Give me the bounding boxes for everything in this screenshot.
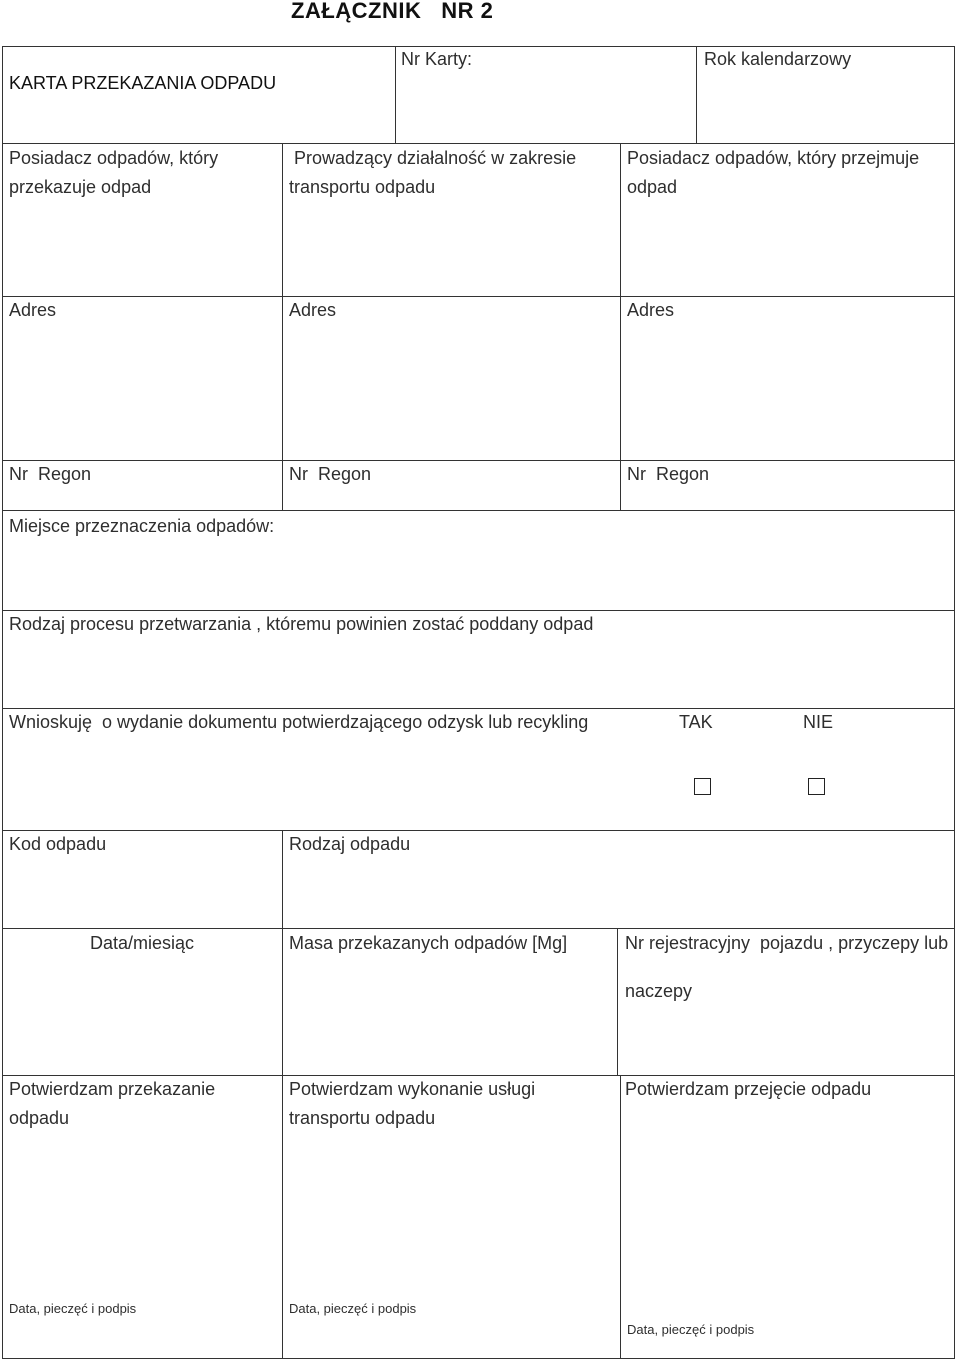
signature-label-1: Data, pieczęć i podpis: [9, 1301, 137, 1316]
column-divider: [620, 143, 621, 510]
address-label-2: Adres: [289, 300, 337, 320]
column-divider: [620, 1075, 621, 1359]
form-frame: [2, 46, 955, 1359]
column-divider: [282, 143, 283, 510]
signature-label-3: Data, pieczęć i podpis: [627, 1322, 755, 1337]
row-divider: [2, 830, 955, 831]
calendar-year-label: Rok kalendarzowy: [704, 49, 852, 69]
row-divider: [2, 460, 955, 461]
transporter-label: Prowadzący działalność w zakresie: [289, 148, 577, 168]
column-divider: [395, 46, 396, 143]
recovery-request-label: Wnioskuję o wydanie dokumentu potwierdzającego odzysk lub recykling: [9, 712, 589, 732]
column-divider: [696, 46, 697, 143]
card-number-label: Nr Karty:: [401, 49, 473, 69]
transferring-holder-label-cont: przekazuje odpad: [9, 177, 152, 197]
column-divider: [617, 928, 618, 1075]
address-label-1: Adres: [9, 300, 57, 320]
no-checkbox[interactable]: [808, 778, 825, 795]
waste-mass-label: Masa przekazanych odpadów [Mg]: [289, 933, 568, 953]
row-divider: [2, 296, 955, 297]
column-divider: [282, 830, 283, 928]
row-divider: [2, 510, 955, 511]
address-label-3: Adres: [627, 300, 675, 320]
process-type-label: Rodzaj procesu przetwarzania , któremu powinien zostać poddany odpad: [9, 614, 594, 634]
waste-type-label: Rodzaj odpadu: [289, 834, 411, 854]
receiving-holder-label-cont: odpad: [627, 177, 678, 197]
column-divider: [282, 1075, 283, 1359]
transfer-confirmation-label-cont: odpadu: [9, 1108, 70, 1128]
yes-checkbox[interactable]: [694, 778, 711, 795]
signature-label-2: Data, pieczęć i podpis: [289, 1301, 417, 1316]
vehicle-registration-label-cont: naczepy: [625, 981, 693, 1001]
card-title: KARTA PRZEKAZANIA ODPADU: [9, 73, 277, 93]
regon-label-2: Nr Regon: [289, 464, 372, 484]
transporter-label-cont: transportu odpadu: [289, 177, 436, 197]
regon-label-1: Nr Regon: [9, 464, 92, 484]
vehicle-registration-label: Nr rejestracyjny pojazdu , przyczepy lub: [625, 933, 949, 953]
receiving-holder-label: Posiadacz odpadów, który przejmuje: [627, 148, 920, 168]
regon-label-3: Nr Regon: [627, 464, 710, 484]
column-divider: [282, 928, 283, 1075]
destination-label: Miejsce przeznaczenia odpadów:: [9, 516, 275, 536]
transport-confirmation-label: Potwierdzam wykonanie usługi: [289, 1079, 536, 1099]
waste-code-label: Kod odpadu: [9, 834, 107, 854]
yes-label: TAK: [679, 712, 713, 732]
date-month-label: Data/miesiąc: [90, 933, 195, 953]
transfer-confirmation-label: Potwierdzam przekazanie: [9, 1079, 216, 1099]
transport-confirmation-label-cont: transportu odpadu: [289, 1108, 436, 1128]
transferring-holder-label: Posiadacz odpadów, który: [9, 148, 219, 168]
receipt-confirmation-label: Potwierdzam przejęcie odpadu: [625, 1079, 872, 1099]
no-label: NIE: [803, 712, 834, 732]
attachment-title: ZAŁĄCZNIK NR 2: [291, 0, 494, 23]
